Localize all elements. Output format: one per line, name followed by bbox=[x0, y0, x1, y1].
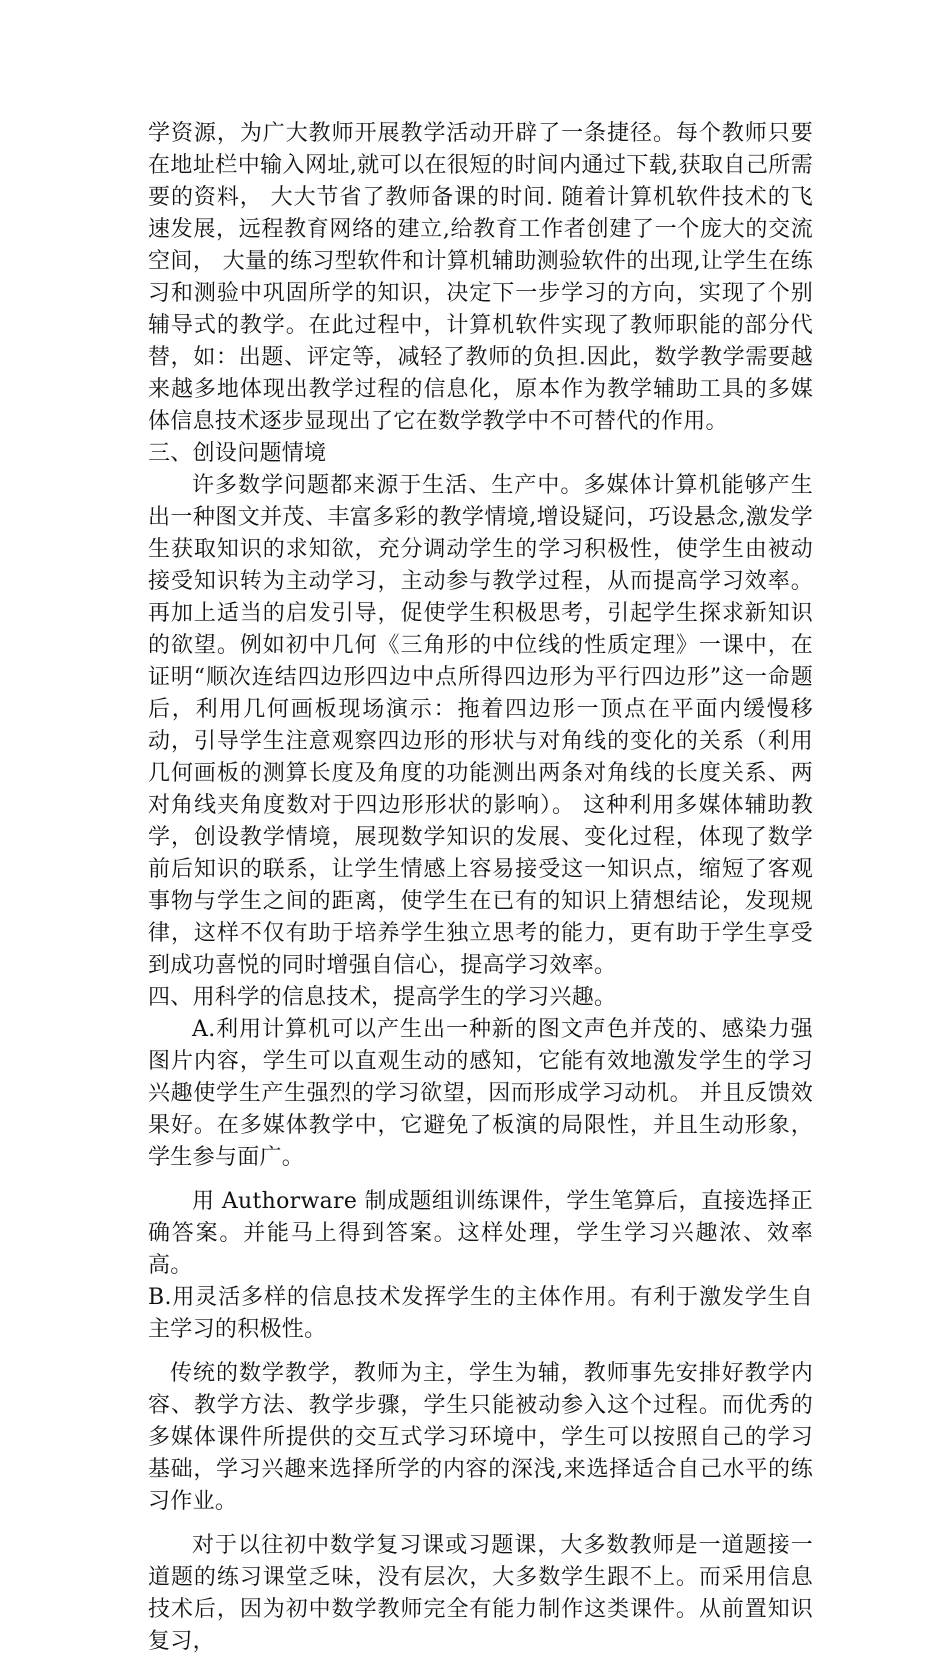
document-body bbox=[148, 118, 813, 1658]
section-heading-3: 三、创设问题情境 bbox=[148, 441, 327, 466]
paragraph-info-resources: 学资源，为广大教师开展教学活动开辟了一条捷径。每个教师只要在地址栏中输入网址,就可以在很短的时间内通过下载,获取自己所需要的资料， 大大节省了教师备课的时间. 随着计算机软件技术的飞速发展，远程教育网络的建立,给教育工作者创建了一个庞大的交流空间， 大量的练习型软件和计算机辅助测验软件的出现,让学生在练习和测验中巩固所学的知识，决定下一步学习的方向，实现了个别辅导式的教学。在此过程中，计算机软件实现了教师职能的部分代替，如：出题、评定等，减轻了教师的负担.因此，数学教学需要越来越多地体现出教学过程的信息化，原本作为教学辅助工具的多媒体信息技术逐步显现出了它在数学教学中不可替代的作用。 bbox=[148, 121, 813, 434]
paragraph-traditional-teaching: 传统的数学教学，教师为主，学生为辅，教师事先安排好教学内容、教学方法、教学步骤，学生只能被动参入这个过程。而优秀的多媒体课件所提供的交互式学习环境中，学生可以按照自己的学习基础，学习兴趣来选择所学的内容的深浅,来选择适合自己水平的练习作业。 bbox=[148, 1361, 813, 1514]
paragraph-point-b: B.用灵活多样的信息技术发挥学生的主体作用。有利于激发学生自主学习的积极性。 bbox=[148, 1285, 813, 1342]
paragraph-problem-situation: 许多数学问题都来源于生活、生产中。多媒体计算机能够产生出一种图文并茂、丰富多彩的教学情境,增设疑问，巧设悬念,激发学生获取知识的求知欲，充分调动学生的学习积极性，使学生由被动接受知识转为主动学习，主动参与教学过程，从而提高学习效率。再加上适当的启发引导，促使学生积极思考，引起学生探求新知识的欲望。例如初中几何《三角形的中位线的性质定理》一课中，在证明“顺次连结四边形四边中点所得四边形为平行四边形”这一命题后，利用几何画板现场演示：拖着四边形一顶点在平面内缓慢移动，引导学生注意观察四边形的形状与对角线的变化的关系（利用几何画板的测算长度及角度的功能测出两条对角线的长度关系、两对角线夹角度数对于四边形形状的影响）。 这种利用多媒体辅助教学，创设教学情境，展现数学知识的发展、变化过程，体现了数学前后知识的联系，让学生情感上容易接受这一知识点，缩短了客观事物与学生之间的距离，使学生在已有的知识上猜想结论，发现规律，这样不仅有助于培养学生独立思考的能力，更有助于学生享受到成功喜悦的同时增强自信心，提高学习效率。 bbox=[148, 473, 813, 978]
paragraph-authorware: 用 Authorware 制成题组训练课件，学生笔算后，直接选择正确答案。并能马上得到答案。这样处理，学生学习兴趣浓、效率高。 bbox=[148, 1189, 813, 1278]
paragraph-point-a: A.利用计算机可以产生出一种新的图文声色并茂的、感染力强图片内容，学生可以直观生动的感知，它能有效地激发学生的学习兴趣使学生产生强烈的学习欲望，因而形成学习动机。 并且反馈效果好。在多媒体教学中，它避免了板演的局限性，并且生动形象，学生参与面广。 bbox=[148, 1017, 813, 1170]
section-heading-4: 四、用科学的信息技术，提高学生的学习兴趣。 bbox=[148, 985, 617, 1010]
paragraph-review-lessons: 对于以往初中数学复习课或习题课，大多数教师是一道题接一道题的练习课堂乏味，没有层次，大多数学生跟不上。而采用信息技术后，因为初中数学教师完全有能力制作这类课件。从前置知识复习， bbox=[148, 1533, 813, 1654]
